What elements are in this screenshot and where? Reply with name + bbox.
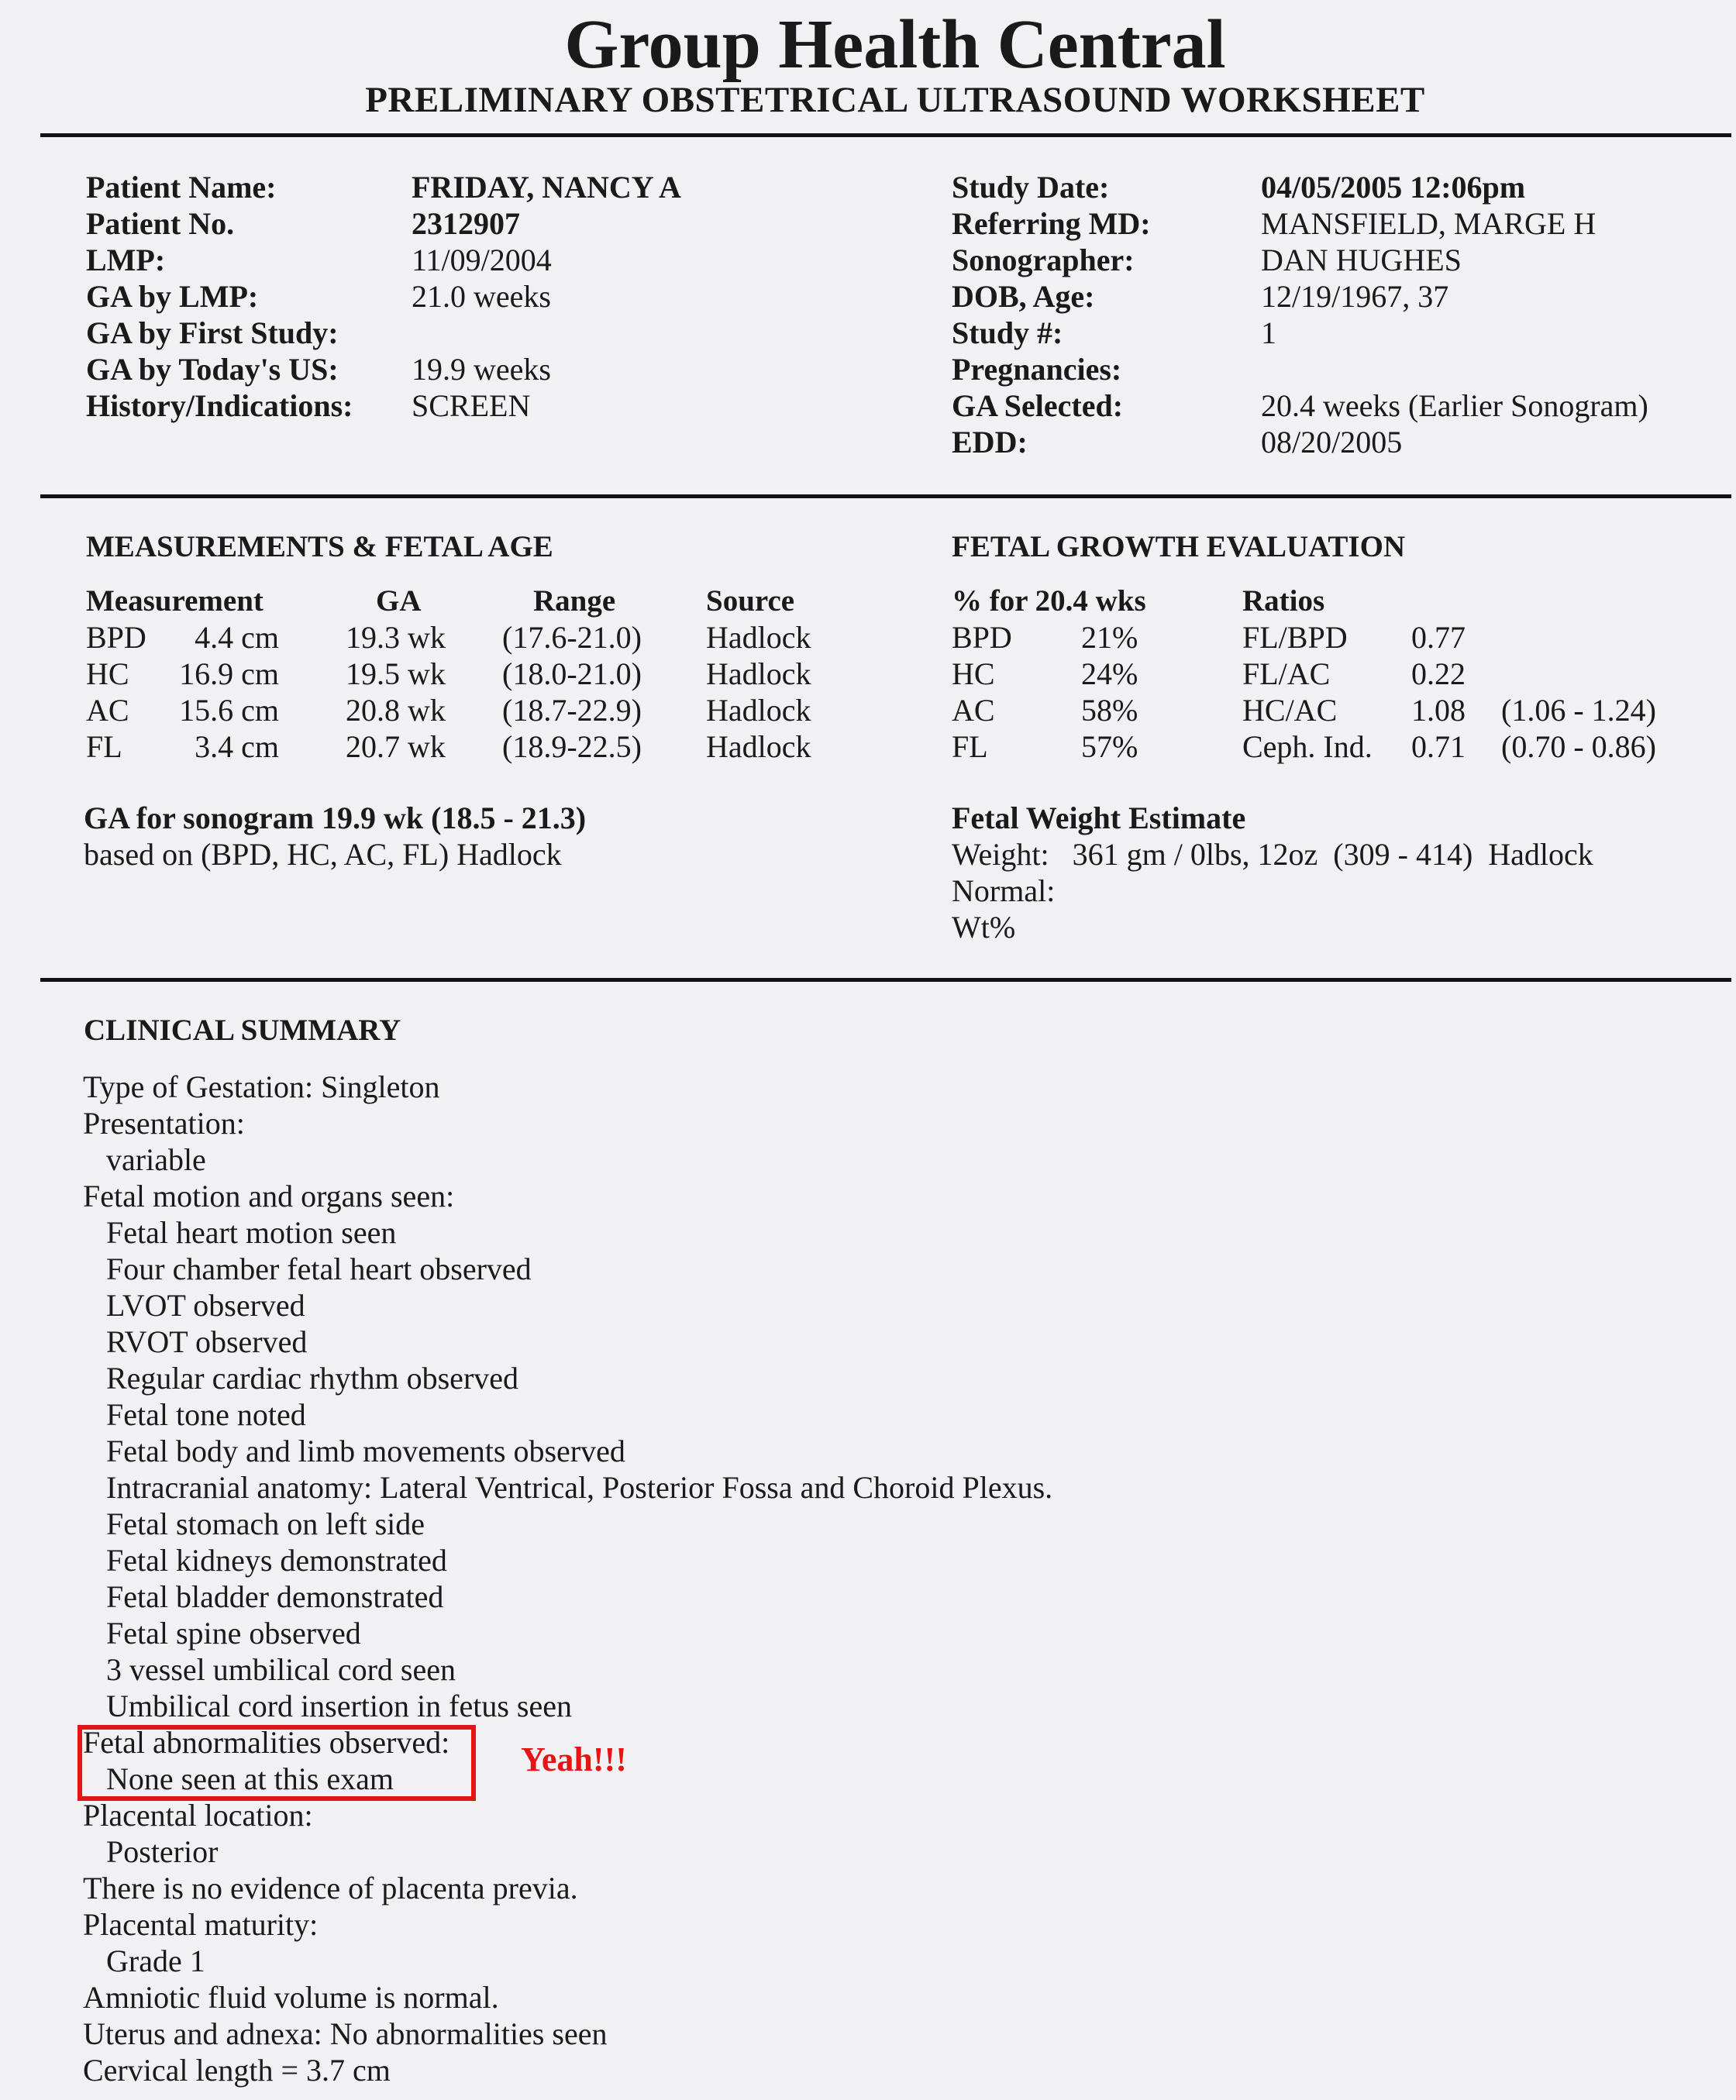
referring-md-label: Referring MD: [952,206,1151,241]
fl-name: FL [86,729,122,764]
pregnancies-value [1261,351,1648,387]
ratio-hc-ac-name: HC/AC [1242,693,1338,728]
ratio-fl-ac-name: FL/AC [1242,656,1331,691]
ga-today-label: GA by Today's US: [86,352,339,387]
clinical-line: Placental maturity: [83,1907,319,1942]
ratios-header: Ratios [1242,584,1325,618]
clinical-line: Four chamber fetal heart observed [106,1251,532,1286]
clinical-section-title: CLINICAL SUMMARY [84,1014,401,1047]
ga-lmp-value: 21.0 weeks [412,279,551,314]
fl-ga: 20.7 wk [346,729,446,764]
divider-bottom [40,978,1731,982]
clinical-line: There is no evidence of placenta previa. [83,1871,578,1905]
wt-percent-label: Wt% [952,910,1016,945]
pct-bpd-name: BPD [952,620,1012,655]
pregnancies-label: Pregnancies: [952,352,1122,387]
ga-based-on: based on (BPD, HC, AC, FL) Hadlock [84,837,562,872]
measurement-range [502,619,642,765]
clinical-line: Fetal bladder demonstrated [106,1579,444,1614]
ratio-values [1411,619,1466,765]
history-label: History/Indications: [86,388,353,423]
referring-md-value: MANSFIELD, MARGE H [1261,206,1596,241]
clinical-line: Placental location: [83,1798,313,1833]
weight-title: Fetal Weight Estimate [952,800,1246,835]
clinical-line: Fetal heart motion seen [106,1215,397,1250]
clinical-line: Amniotic fluid volume is normal. [83,1980,499,2015]
patient-right-values [1261,169,1648,460]
fl-source: Hadlock [706,729,811,764]
measurement-col-header: Measurement [86,584,264,618]
hc-ga: 19.5 wk [346,656,446,691]
ga-first-study-label: GA by First Study: [86,315,339,350]
sonographer-value: DAN HUGHES [1261,243,1462,277]
range-col-header: Range [533,584,616,618]
ratio-names [1242,619,1373,765]
ga-col-header: GA [376,584,422,618]
worksheet-subtitle: PRELIMINARY OBSTETRICAL ULTRASOUND WORKSHEET [365,80,1425,120]
ratio-hc-ac-range: (1.06 - 1.24) [1501,693,1656,728]
pct-fl-value: 57% [1081,729,1138,764]
yeah-annotation: Yeah!!! [521,1740,627,1778]
clinical-line: Fetal abnormalities observed: [83,1725,450,1760]
pct-values [1081,619,1138,765]
dob-age-label: DOB, Age: [952,279,1095,314]
study-number-label: Study #: [952,315,1063,350]
ga-today-value: 19.9 weeks [412,352,551,387]
edd-value: 08/20/2005 [1261,425,1403,460]
bpd-ga: 19.3 wk [346,620,446,655]
dob-age-value: 12/19/1967, 37 [1261,279,1449,314]
clinical-line: Presentation: [83,1106,245,1141]
patient-left-labels [86,169,353,424]
clinical-line: 3 vessel umbilical cord seen [106,1652,456,1687]
ac-value: 15.6 cm [179,693,279,728]
bpd-source: Hadlock [706,620,811,655]
edd-label: EDD: [952,425,1028,460]
measurement-names [86,619,146,765]
clinical-line: variable [106,1142,206,1177]
measurement-values [159,619,279,765]
fl-value: 3.4 cm [195,729,279,764]
patient-name-label: Patient Name: [86,170,277,205]
pct-fl-name: FL [952,729,988,764]
ratio-ceph-value: 0.71 [1411,729,1466,764]
patient-right-labels [952,169,1151,460]
clinical-line: Regular cardiac rhythm observed [106,1361,519,1396]
pct-names [952,619,1012,765]
hc-name: HC [86,656,129,691]
ac-range: (18.7-22.9) [502,693,642,728]
bpd-range: (17.6-21.0) [502,620,642,655]
pct-ac-value: 58% [1081,693,1138,728]
patient-no-label: Patient No. [86,206,235,241]
ga-selected-value: 20.4 weeks (Earlier Sonogram) [1261,388,1648,423]
clinical-summary-list [83,1069,1052,2088]
source-col-header: Source [706,584,795,618]
pct-bpd-value: 21% [1081,620,1138,655]
ac-name: AC [86,693,129,728]
ratio-fl-ac-value: 0.22 [1411,656,1466,691]
study-date-label: Study Date: [952,170,1110,205]
ac-ga: 20.8 wk [346,693,446,728]
growth-section-title: FETAL GROWTH EVALUATION [952,530,1406,563]
clinical-line: Fetal stomach on left side [106,1506,425,1541]
ratio-ceph-range: (0.70 - 0.86) [1501,729,1656,764]
ratio-hc-ac-value: 1.08 [1411,693,1466,728]
bpd-value: 4.4 cm [195,620,279,655]
divider-top [40,133,1731,137]
clinical-line: Fetal spine observed [106,1616,361,1651]
ratio-fl-bpd-value: 0.77 [1411,620,1466,655]
ratio-fl-bpd-range [1501,619,1656,656]
pct-ac-name: AC [952,693,995,728]
bpd-name: BPD [86,620,146,655]
clinical-line: None seen at this exam [106,1761,394,1796]
patient-left-values [412,169,681,424]
patient-no-value: 2312907 [412,206,520,241]
ratio-fl-bpd-name: FL/BPD [1242,620,1348,655]
study-date-value: 04/05/2005 12:06pm [1261,170,1526,205]
hc-value: 16.9 cm [179,656,279,691]
clinical-line: Fetal motion and organs seen: [83,1179,455,1214]
pct-hc-value: 24% [1081,656,1138,691]
lmp-label: LMP: [86,243,166,277]
ac-source: Hadlock [706,693,811,728]
history-value: SCREEN [412,388,531,423]
clinical-line: Posterior [106,1834,219,1869]
study-number-value: 1 [1261,315,1276,350]
hc-source: Hadlock [706,656,811,691]
normal-label: Normal: [952,873,1056,908]
clinical-line: Type of Gestation: Singleton [83,1069,440,1104]
ratio-fl-ac-range [1501,656,1656,692]
clinical-line: Cervical length = 3.7 cm [83,2053,391,2088]
clinical-line: Fetal body and limb movements observed [106,1434,625,1468]
clinical-line: LVOT observed [106,1288,305,1323]
abnormalities-highlight-box [78,1725,476,1801]
weight-line: Weight: 361 gm / 0lbs, 12oz (309 - 414) Hadlock [952,837,1593,872]
measurements-section-title: MEASUREMENTS & FETAL AGE [86,530,553,563]
pct-header: % for 20.4 wks [952,584,1146,618]
ga-selected-label: GA Selected: [952,388,1124,423]
lmp-value: 11/09/2004 [412,243,552,277]
pct-hc-name: HC [952,656,995,691]
clinical-line: Fetal tone noted [106,1397,306,1432]
clinical-line: Grade 1 [106,1943,205,1978]
sonographer-label: Sonographer: [952,243,1135,277]
hc-range: (18.0-21.0) [502,656,642,691]
ratio-ranges [1501,619,1656,765]
clinical-line: RVOT observed [106,1324,308,1359]
clinical-line: Uterus and adnexa: No abnormalities seen [83,2016,608,2051]
clinical-line: Intracranial anatomy: Lateral Ventrical, Posterior Fossa and Choroid Plexus. [106,1470,1053,1505]
clinical-line: Umbilical cord insertion in fetus seen [106,1689,572,1723]
ratio-ceph-name: Ceph. Ind. [1242,729,1373,764]
measurement-ga [346,619,446,765]
ga-lmp-label: GA by LMP: [86,279,259,314]
measurement-source [706,619,811,765]
clinic-title: Group Health Central [564,6,1226,83]
clinical-line: Fetal kidneys demonstrated [106,1543,447,1578]
patient-name-value: FRIDAY, NANCY A [412,170,681,205]
ga-first-study-value [412,315,681,351]
ga-sonogram: GA for sonogram 19.9 wk (18.5 - 21.3) [84,800,587,835]
divider-middle [40,494,1731,498]
fl-range: (18.9-22.5) [502,729,642,764]
